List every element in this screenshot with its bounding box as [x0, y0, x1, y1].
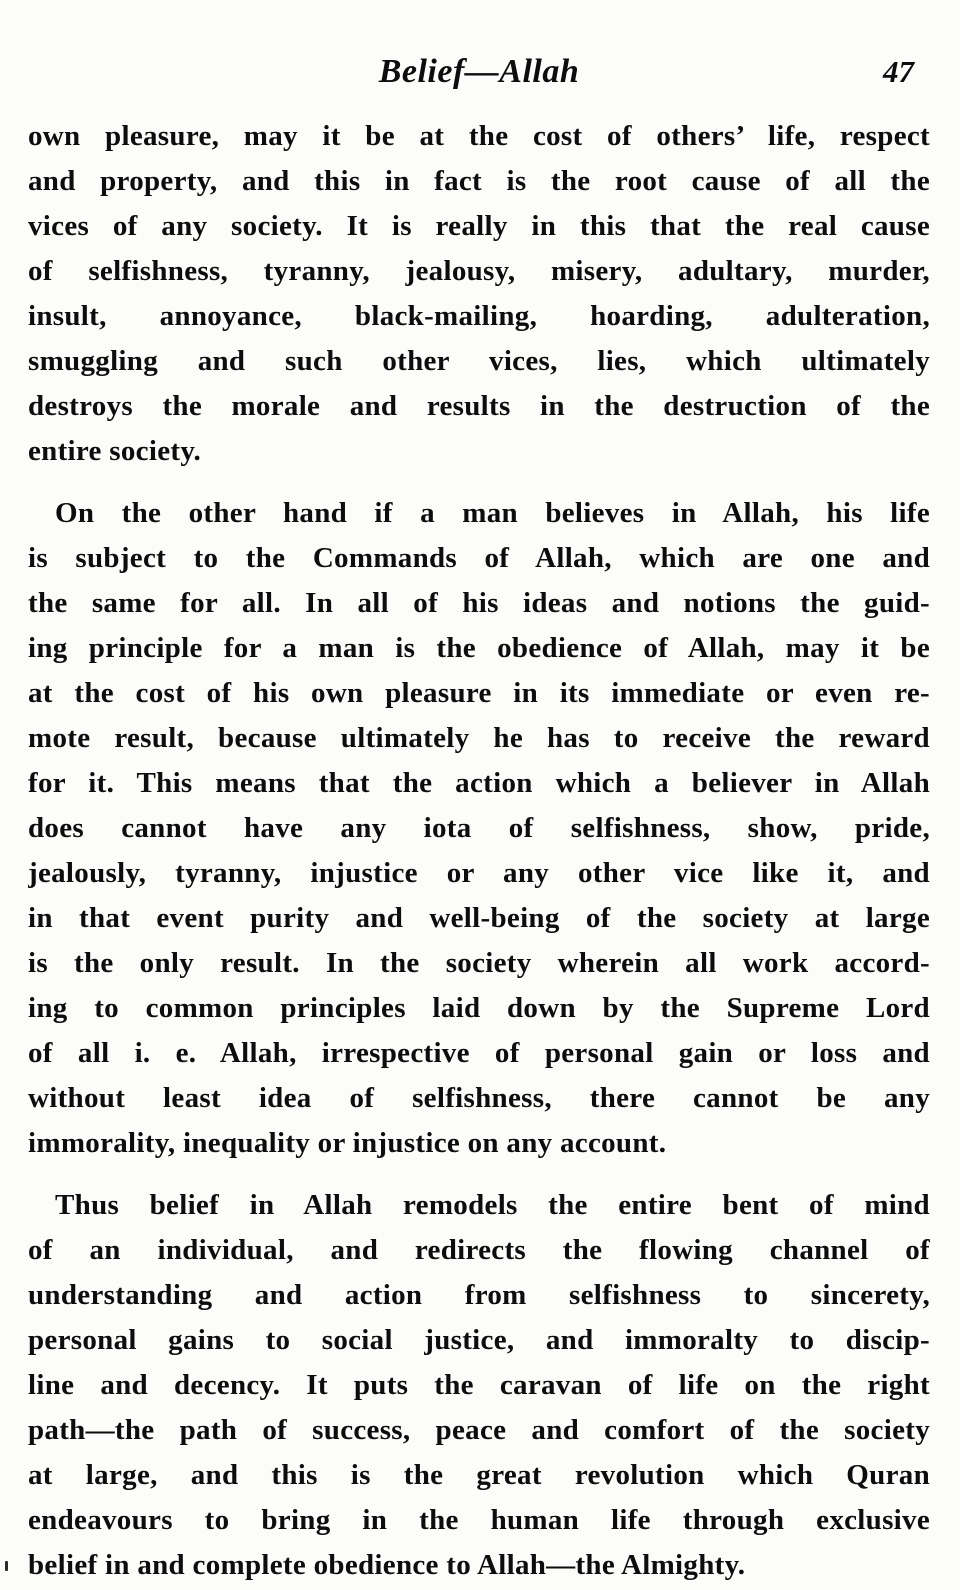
text-line: for it. This means that the action which a believer in Allah — [28, 767, 930, 799]
text-line: of selfishness, tyranny, jealousy, misery, adultary, murder, — [28, 255, 930, 287]
text-line: of all i. e. Allah, irrespective of personal gain or loss and — [28, 1037, 930, 1069]
text-line: and property, and this in fact is the root cause of all the — [28, 165, 930, 197]
text-line: is the only result. In the society wherein all work accord- — [28, 947, 930, 979]
text-line: insult, annoyance, black-mailing, hoarding, adulteration, — [28, 300, 930, 332]
page-body-text — [28, 114, 930, 1588]
text-line: at the cost of his own pleasure in its immediate or even re- — [28, 677, 930, 709]
text-line: mote result, because ultimately he has to receive the reward — [28, 722, 930, 754]
text-line: vices of any society. It is really in this that the real cause — [28, 210, 930, 242]
text-line: of an individual, and redirects the flowing channel of — [28, 1234, 930, 1266]
text-line: does cannot have any iota of selfishness, show, pride, — [28, 812, 930, 844]
text-line: in that event purity and well-being of the society at large — [28, 902, 930, 934]
running-header-title: Belief—Allah — [378, 53, 580, 90]
text-line: immorality, inequality or injustice on any account. — [28, 1127, 667, 1159]
text-line: own pleasure, may it be at the cost of others’ life, respect — [28, 120, 930, 152]
text-line: at large, and this is the great revolution which Quran — [28, 1459, 930, 1491]
text-line: jealously, tyranny, injustice or any other vice like it, and — [28, 857, 930, 889]
scan-speck-artifact — [5, 1561, 8, 1571]
text-line: understanding and action from selfishness to sincerety, — [28, 1279, 930, 1311]
text-line: smuggling and such other vices, lies, which ultimately — [28, 345, 930, 377]
text-line: ing principle for a man is the obedience of Allah, may it be — [28, 632, 930, 664]
text-line: line and decency. It puts the caravan of life on the right — [28, 1369, 930, 1401]
paragraph — [28, 491, 930, 1166]
paragraph — [28, 1183, 930, 1588]
text-line: endeavours to bring in the human life through exclusive — [28, 1504, 930, 1536]
text-line: On the other hand if a man believes in Allah, his life — [55, 497, 930, 529]
running-header — [28, 50, 930, 94]
text-line: personal gains to social justice, and immoralty to discip- — [28, 1324, 930, 1356]
text-line: destroys the morale and results in the destruction of the — [28, 390, 930, 422]
text-line: belief in and complete obedience to Allah—the Almighty. — [28, 1549, 746, 1581]
text-line: ing to common principles laid down by the Supreme Lord — [28, 992, 930, 1024]
text-line: path—the path of success, peace and comfort of the society — [28, 1414, 930, 1446]
text-line: is subject to the Commands of Allah, which are one and — [28, 542, 930, 574]
text-line: the same for all. In all of his ideas and notions the guid- — [28, 587, 930, 619]
paragraph — [28, 114, 930, 474]
page-number: 47 — [883, 54, 914, 89]
text-line: Thus belief in Allah remodels the entire bent of mind — [55, 1189, 930, 1221]
text-line: entire society. — [28, 435, 202, 467]
text-line: without least idea of selfishness, there cannot be any — [28, 1082, 930, 1114]
